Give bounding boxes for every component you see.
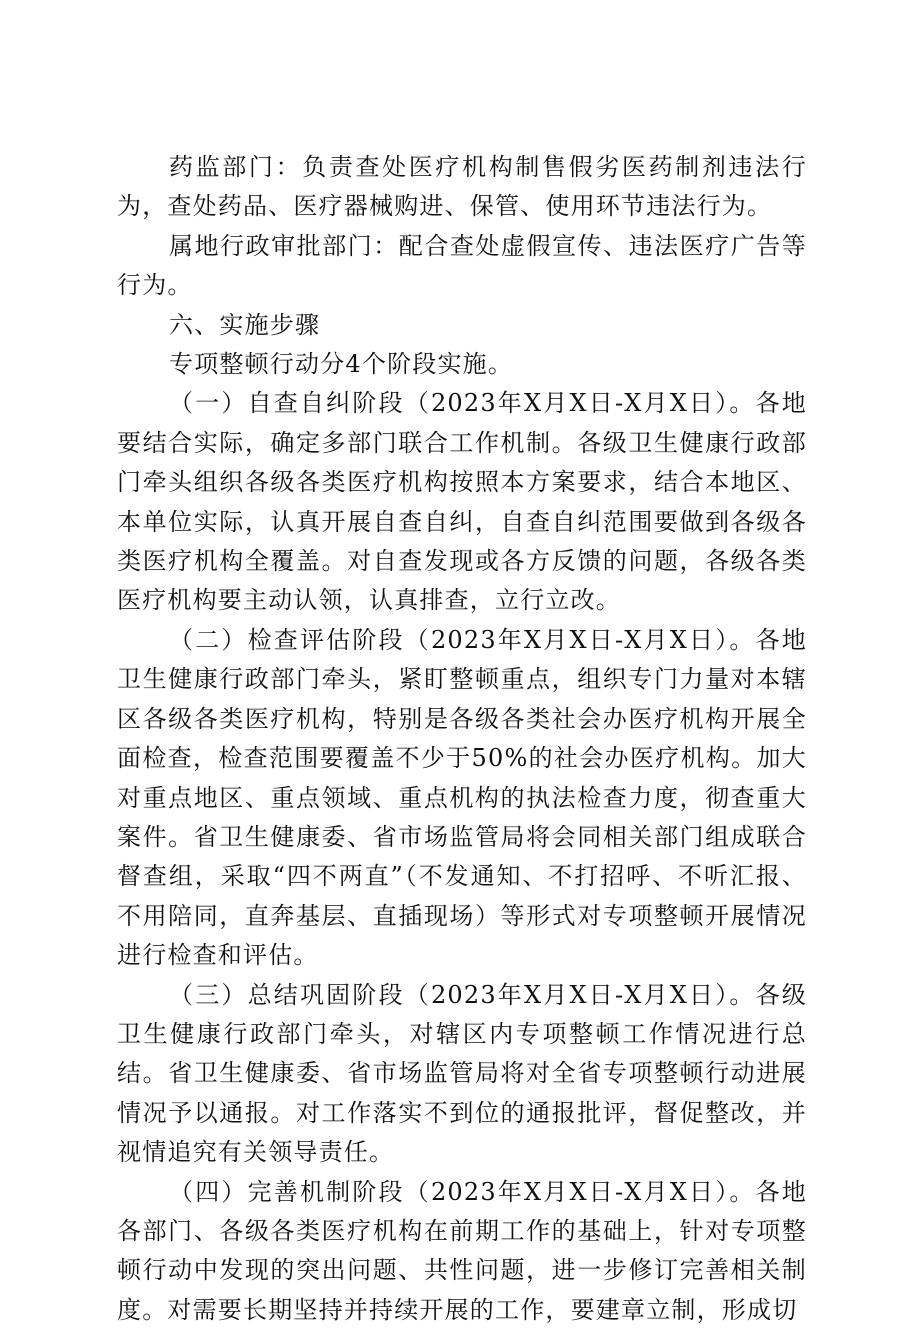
paragraph-phase-2: （二）检查评估阶段（2023年X月X日-X月X日）。各地卫生健康行政部门牵头，紧盯整顿重点，组织专门力量对本辖区各级各类医疗机构，特别是各级各类社会办医疗机构开展全面检查，检查范围要覆盖不少于50%的社会办医疗机构。加大对重点地区、重点领域、重点机构的执法检查力度，彻查重大案件。省卫生健康委、省市场监管局将会同相关部门组成联合督查组，采取“四不两直”（不发通知、不打招呼、不听汇报、不用陪同，直奔基层、直插现场）等形式对专项整顿开展情况进行检查和评估。 [117, 625, 807, 970]
paragraph-phase-3: （三）总结巩固阶段（2023年X月X日-X月X日）。各级卫生健康行政部门牵头，对辖区内专项整顿工作情况进行总结。省卫生健康委、省市场监管局将对全省专项整顿行动进展情况予以通报。对工作落实不到位的通报批评，督促整改，并视情追究有关领导责任。 [117, 980, 807, 1167]
section-heading-implementation-steps: 六、实施步骤 [169, 310, 321, 339]
paragraph-phases-intro: 专项整顿行动分4个阶段实施。 [169, 350, 514, 379]
paragraph-phase-4: （四）完善机制阶段（2023年X月X日-X月X日）。各地各部门、各级各类医疗机构在前期工作的基础上，针对专项整顿行动中发现的突出问题、共性问题，进一步修订完善相关制度。对需要长期坚持并持续开展的工作，要建章立制，形成切 [117, 1177, 807, 1324]
paragraph-drug-regulator: 药监部门：负责查处医疗机构制售假劣医药制剂违法行为，查处药品、医疗器械购进、保管、使用环节违法行为。 [117, 153, 807, 221]
paragraph-admin-approval: 属地行政审批部门：配合查处虚假宣传、违法医疗广告等行为。 [117, 231, 807, 300]
paragraph-phase-1: （一）自查自纠阶段（2023年X月X日-X月X日）。各地要结合实际，确定多部门联合工作机制。各级卫生健康行政部门牵头组织各级各类医疗机构按照本方案要求，结合本地区、本单位实际，认真开展自查自纠，自查自纠范围要做到各级各类医疗机构全覆盖。对自查发现或各方反馈的问题，各级各类医疗机构要主动认领，认真排查，立行立改。 [117, 389, 807, 615]
document-body [117, 148, 807, 1330]
